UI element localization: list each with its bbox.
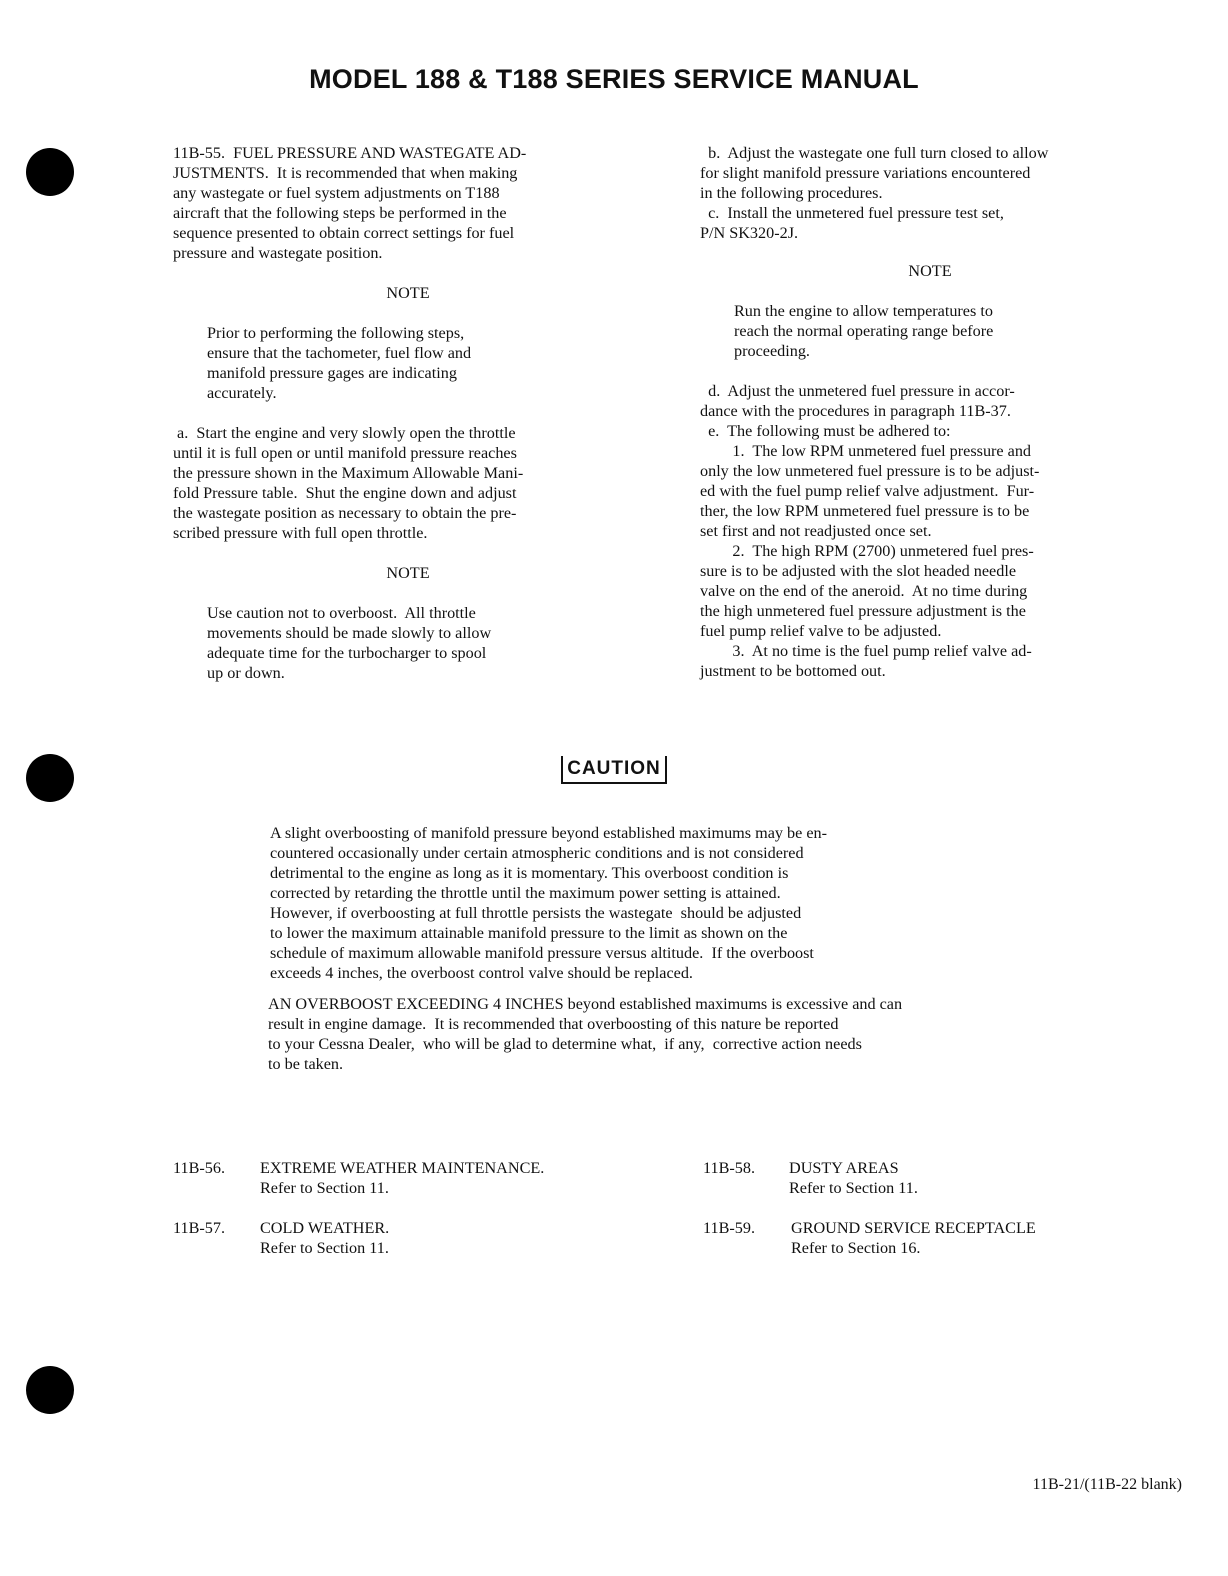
section-number: 11B-56. [173, 1159, 226, 1177]
text-line: P/N SK320-2J. [700, 224, 799, 242]
text-line: sure is to be adjusted with the slot headed needle [700, 562, 1017, 580]
text-line: However, if overboosting at full throttle persists the wastegate should be adjusted [270, 904, 802, 922]
caution-paragraph-2 [268, 994, 1098, 1074]
text-line: only the low unmetered fuel pressure is to be adjust- [700, 462, 1040, 480]
text-line: corrected by retarding the throttle until the maximum power setting is attained. [270, 884, 781, 902]
text-line: AN OVERBOOST EXCEEDING 4 INCHES beyond established maximums is excessive and can [268, 995, 903, 1013]
text-line: for slight manifold pressure variations encountered [700, 164, 1031, 182]
left-column [173, 143, 673, 683]
page-title: MODEL 188 & T188 SERIES SERVICE MANUAL [309, 64, 919, 94]
note-heading: NOTE [908, 262, 952, 280]
text-line: the pressure shown in the Maximum Allowable Mani- [173, 464, 524, 482]
section-reference: Refer to Section 16. [791, 1239, 921, 1257]
section-11b-55-intro [173, 143, 673, 263]
page-number: 11B-21/(11B-22 blank) [1032, 1476, 1182, 1493]
right-column [700, 143, 1200, 681]
note-body [173, 603, 673, 683]
section-number: 11B-58. [703, 1159, 756, 1177]
steps-d-e [700, 381, 1200, 681]
text-line: movements should be made slowly to allow [207, 624, 492, 642]
section-number: 11B-59. [703, 1219, 756, 1237]
text-line: in the following procedures. [700, 184, 883, 202]
steps-b-c [700, 143, 1200, 243]
section-title: COLD WEATHER. [260, 1219, 390, 1237]
text-line: Use caution not to overboost. All throttle [207, 604, 476, 622]
text-line: 1. The low RPM unmetered fuel pressure and [700, 442, 1032, 460]
section-11b-59 [703, 1218, 1203, 1258]
text-line: aircraft that the following steps be performed in the [173, 204, 507, 222]
note-body [173, 323, 673, 403]
note-heading: NOTE [386, 284, 430, 302]
section-number: 11B-57. [173, 1219, 226, 1237]
text-line: A slight overboosting of manifold pressure beyond established maximums may be en- [270, 824, 828, 842]
text-line: set first and not readjusted once set. [700, 522, 932, 540]
text-line: any wastegate or fuel system adjustments on T188 [173, 184, 500, 202]
text-line: ed with the fuel pump relief valve adjustment. Fur- [700, 482, 1035, 500]
text-line: to be taken. [268, 1055, 344, 1073]
text-line: up or down. [207, 664, 285, 682]
section-11b-57 [173, 1218, 673, 1258]
text-line: ther, the low RPM unmetered fuel pressure is to be [700, 502, 1030, 520]
section-title: EXTREME WEATHER MAINTENANCE. [260, 1159, 545, 1177]
text-line: the high unmetered fuel pressure adjustment is the [700, 602, 1026, 620]
text-line: b. Adjust the wastegate one full turn closed to allow [700, 144, 1049, 162]
text-line: the wastegate position as necessary to obtain the pre- [173, 504, 517, 522]
text-line: sequence presented to obtain correct settings for fuel [173, 224, 515, 242]
text-line: to your Cessna Dealer, who will be glad to determine what, if any, corrective action needs [268, 1035, 862, 1053]
text-line: e. The following must be adhered to: [700, 422, 951, 440]
note-heading: NOTE [386, 564, 430, 582]
text-line: Prior to performing the following steps, [207, 324, 465, 342]
section-11b-56 [173, 1158, 673, 1198]
step-a [173, 423, 673, 543]
section-11b-58 [703, 1158, 1203, 1198]
text-line: c. Install the unmetered fuel pressure test set, [700, 204, 1004, 222]
text-line: 2. The high RPM (2700) unmetered fuel pres- [700, 542, 1034, 560]
text-line: exceeds 4 inches, the overboost control valve should be replaced. [270, 964, 693, 982]
text-line: a. Start the engine and very slowly open the throttle [173, 424, 516, 442]
text-line: fold Pressure table. Shut the engine down and adjust [173, 484, 517, 502]
text-line: countered occasionally under certain atmospheric conditions and is not considered [270, 844, 804, 862]
section-reference: Refer to Section 11. [260, 1179, 389, 1197]
text-line: dance with the procedures in paragraph 11B-37. [700, 402, 1011, 420]
section-title: GROUND SERVICE RECEPTACLE [791, 1219, 1036, 1237]
text-line: detrimental to the engine as long as it is momentary. This overboost condition is [270, 864, 789, 882]
section-reference: Refer to Section 11. [789, 1179, 918, 1197]
text-line: to lower the maximum attainable manifold pressure to the limit as shown on the [270, 924, 788, 942]
caution-header [0, 756, 1228, 784]
text-line: valve on the end of the aneroid. At no time during [700, 582, 1028, 600]
caution-paragraph-1 [270, 823, 1070, 983]
text-line: fuel pump relief valve to be adjusted. [700, 622, 942, 640]
text-line: reach the normal operating range before [734, 322, 994, 340]
text-line: 3. At no time is the fuel pump relief valve ad- [700, 642, 1032, 660]
section-title: DUSTY AREAS [789, 1159, 899, 1177]
text-line: proceeding. [734, 342, 810, 360]
text-line: d. Adjust the unmetered fuel pressure in accor- [700, 382, 1015, 400]
text-line: 11B-55. FUEL PRESSURE AND WASTEGATE AD- [173, 144, 527, 162]
text-line: schedule of maximum allowable manifold pressure versus altitude. If the overboost [270, 944, 814, 962]
text-line: adequate time for the turbocharger to spool [207, 644, 487, 662]
binder-hole-top [26, 148, 74, 196]
text-line: scribed pressure with full open throttle. [173, 524, 428, 542]
note-body [700, 301, 1200, 361]
text-line: until it is full open or until manifold pressure reaches [173, 444, 517, 462]
text-line: result in engine damage. It is recommended that overboosting of this nature be reported [268, 1015, 839, 1033]
text-line: justment to be bottomed out. [700, 662, 886, 680]
binder-hole-bottom [26, 1366, 74, 1414]
text-line: Run the engine to allow temperatures to [734, 302, 993, 320]
text-line: JUSTMENTS. It is recommended that when making [173, 164, 518, 182]
text-line: accurately. [207, 384, 277, 402]
caution-label: CAUTION [561, 756, 667, 784]
section-reference: Refer to Section 11. [260, 1239, 389, 1257]
text-line: pressure and wastegate position. [173, 244, 383, 262]
text-line: ensure that the tachometer, fuel flow and [207, 344, 472, 362]
text-line: manifold pressure gages are indicating [207, 364, 457, 382]
